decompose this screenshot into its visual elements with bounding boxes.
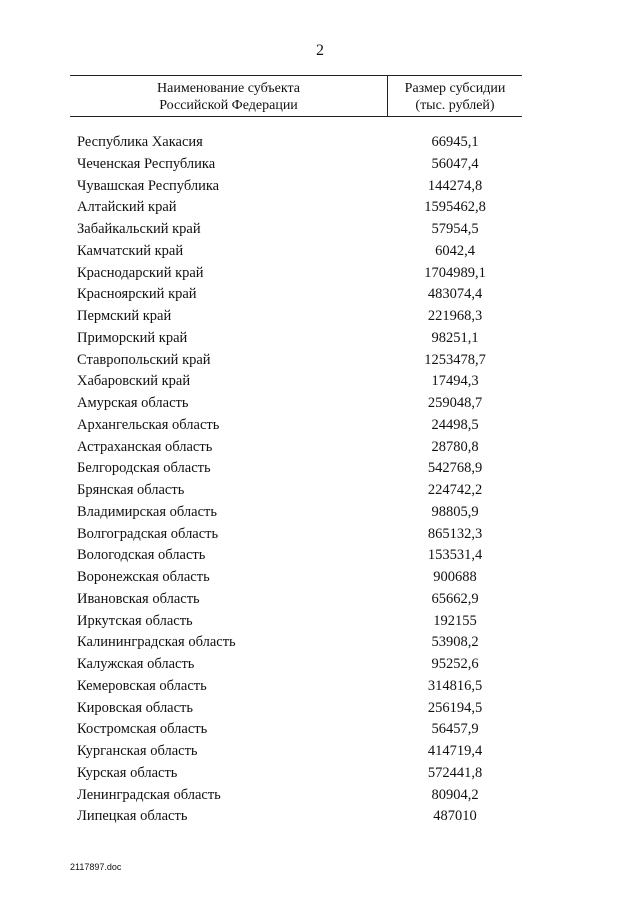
subject-name: Вологодская область bbox=[77, 547, 206, 564]
table-row bbox=[0, 415, 640, 437]
table-row bbox=[0, 676, 640, 698]
subsidy-value: 224742,2 bbox=[427, 482, 483, 498]
subsidy-value: 900688 bbox=[433, 569, 477, 585]
subsidy-value: 865132,3 bbox=[427, 525, 483, 542]
subsidy-value: 153531,4 bbox=[427, 547, 483, 564]
subject-name: Волгоградская область bbox=[77, 525, 219, 542]
table-row bbox=[0, 480, 640, 502]
subject-name: Астраханская область bbox=[77, 438, 213, 455]
subject-name: Хабаровский край bbox=[77, 373, 191, 390]
subsidy-value: 1253478,7 bbox=[424, 351, 486, 368]
subsidy-value: 98805,9 bbox=[431, 503, 479, 520]
subject-name: Амурская область bbox=[77, 395, 189, 411]
header-subject-name-line2: Российской Федерации bbox=[159, 98, 298, 113]
table-row bbox=[0, 524, 640, 546]
header-subsidy-amount-line1: Размер субсидии bbox=[404, 81, 506, 96]
subject-name: Калининградская область bbox=[77, 634, 236, 651]
subsidy-value: 53908,2 bbox=[431, 634, 479, 651]
subsidy-value: 1595462,8 bbox=[424, 199, 486, 216]
table-row bbox=[0, 371, 640, 393]
table-row bbox=[0, 545, 640, 567]
table-row bbox=[0, 328, 640, 350]
subsidy-value: 95252,6 bbox=[431, 656, 479, 672]
table-header bbox=[70, 75, 522, 117]
table-row bbox=[0, 154, 640, 176]
table-row bbox=[0, 785, 640, 807]
subsidy-value: 314816,5 bbox=[427, 677, 483, 694]
table-row bbox=[0, 806, 640, 828]
subsidy-value: 487010 bbox=[433, 808, 477, 825]
subject-name: Камчатский край bbox=[77, 242, 184, 259]
table-row bbox=[0, 763, 640, 785]
subsidy-value: 542768,9 bbox=[427, 460, 483, 477]
subsidy-value: 6042,4 bbox=[435, 242, 475, 259]
subject-name: Алтайский край bbox=[77, 199, 177, 216]
subject-name: Ставропольский край bbox=[77, 351, 211, 368]
table-row bbox=[0, 393, 640, 415]
subject-name: Республика Хакасия bbox=[77, 134, 203, 150]
table-row bbox=[0, 241, 640, 263]
document-filename: 2117897.doc bbox=[70, 862, 122, 872]
table-row bbox=[0, 306, 640, 328]
subject-name: Ивановская область bbox=[77, 590, 200, 607]
table-row bbox=[0, 502, 640, 524]
subject-name: Владимирская область bbox=[77, 503, 217, 520]
subject-name: Красноярский край bbox=[77, 286, 197, 303]
subject-name: Калужская область bbox=[77, 656, 195, 672]
subsidy-value: 259048,7 bbox=[427, 395, 483, 411]
table-row bbox=[0, 589, 640, 611]
subject-name: Костромская область bbox=[77, 721, 208, 738]
subject-name: Белгородская область bbox=[77, 460, 211, 477]
subject-name: Ленинградская область bbox=[77, 786, 221, 803]
table-row bbox=[0, 350, 640, 372]
subject-name: Приморский край bbox=[77, 329, 188, 346]
subject-name: Липецкая область bbox=[77, 808, 188, 825]
subsidy-value: 65662,9 bbox=[431, 590, 479, 607]
table-row bbox=[0, 632, 640, 654]
subsidy-value: 98251,1 bbox=[431, 329, 479, 346]
header-subsidy-amount-line2: (тыс. рублей) bbox=[415, 98, 495, 113]
table-row bbox=[0, 741, 640, 763]
subject-name: Чеченская Республика bbox=[77, 155, 216, 172]
subsidy-value: 80904,2 bbox=[431, 786, 479, 803]
subject-name: Забайкальский край bbox=[77, 221, 201, 237]
header-subject-name bbox=[70, 76, 388, 116]
subject-name: Воронежская область bbox=[77, 569, 210, 585]
table-row bbox=[0, 567, 640, 589]
subsidy-value: 57954,5 bbox=[431, 221, 479, 237]
subsidy-value: 256194,5 bbox=[427, 699, 483, 716]
table-row bbox=[0, 132, 640, 154]
subsidy-value: 56047,4 bbox=[431, 155, 479, 172]
table-body bbox=[0, 132, 640, 828]
subsidy-value: 221968,3 bbox=[427, 308, 483, 324]
subject-name: Архангельская область bbox=[77, 416, 220, 433]
subject-name: Пермский край bbox=[77, 308, 172, 324]
subsidy-value: 144274,8 bbox=[427, 177, 483, 194]
subject-name: Краснодарский край bbox=[77, 264, 204, 281]
subject-name: Курганская область bbox=[77, 743, 198, 759]
table-row bbox=[0, 611, 640, 633]
subject-name: Кемеровская область bbox=[77, 677, 207, 694]
table-row bbox=[0, 263, 640, 285]
subject-name: Курская область bbox=[77, 764, 178, 781]
table-row bbox=[0, 437, 640, 459]
subject-name: Иркутская область bbox=[77, 612, 193, 629]
table-row bbox=[0, 197, 640, 219]
subsidy-value: 483074,4 bbox=[427, 286, 483, 303]
table-row bbox=[0, 654, 640, 676]
page-number: 2 bbox=[316, 42, 324, 59]
subsidy-value: 28780,8 bbox=[431, 438, 479, 455]
subsidy-value: 17494,3 bbox=[431, 373, 479, 390]
subject-name: Кировская область bbox=[77, 699, 194, 716]
subsidy-value: 66945,1 bbox=[431, 134, 479, 150]
header-subsidy-amount bbox=[388, 76, 522, 116]
subsidy-value: 572441,8 bbox=[427, 764, 483, 781]
table-row bbox=[0, 176, 640, 198]
subsidy-value: 414719,4 bbox=[427, 743, 483, 759]
subsidy-value: 192155 bbox=[433, 612, 477, 629]
subsidy-value: 56457,9 bbox=[431, 721, 479, 738]
subject-name: Чувашская Республика bbox=[77, 177, 220, 194]
table-row bbox=[0, 219, 640, 241]
subject-name: Брянская область bbox=[77, 482, 185, 498]
table-row bbox=[0, 698, 640, 720]
subsidy-value: 24498,5 bbox=[431, 416, 479, 433]
table-row bbox=[0, 719, 640, 741]
table-row bbox=[0, 284, 640, 306]
header-subject-name-line1: Наименование субъекта bbox=[157, 81, 300, 96]
subsidy-value: 1704989,1 bbox=[424, 264, 486, 281]
table-row bbox=[0, 458, 640, 480]
